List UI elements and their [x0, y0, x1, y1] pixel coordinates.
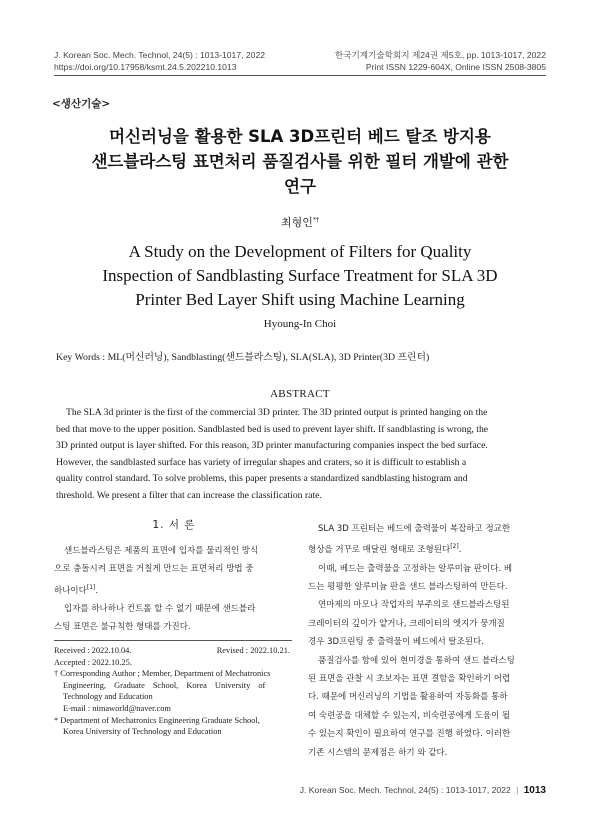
- title-ko-line3: 연구: [284, 177, 316, 196]
- body-line: 여 숙련공을 대체할 수 있는지, 비숙련공에게 도움이 될: [308, 710, 511, 721]
- section1-line: 스팅 표면은 불규칙한 형태를 가진다.: [54, 622, 191, 633]
- section1-body: [54, 542, 294, 637]
- journal-citation-ko: 한국기계기술학회지 제24권 제5호, pp. 1013-1017, 2022: [334, 50, 546, 60]
- body-line: 형상을 거꾸로 매달린 형태로 조형된다[2].: [308, 543, 462, 556]
- affiliation: * Department of Mechatronics Engineering Graduate School,: [54, 715, 260, 725]
- journal-citation: J. Korean Soc. Mech. Technol, 24(5) : 1013-1017, 2022: [54, 50, 265, 60]
- title-ko-line2: 샌드블라스팅 표면처리 품질검사를 위한 필터 개발에 관한: [91, 152, 509, 171]
- body-line: 드는 평평한 알루미늄 판을 샌드 블라스팅하여 만든다.: [308, 582, 508, 593]
- body-line: 크레이터의 깊이가 얕거나, 크레이터의 엣지가 뭉개질: [308, 618, 505, 629]
- section1-line: 으로 충돌시켜 표면을 거칠게 만드는 표면처리 방법 중: [54, 564, 254, 575]
- footnote-rule: [54, 640, 292, 641]
- body-line: 품질검사를 함에 있어 현미경을 통하여 샌드 블라스팅: [318, 655, 515, 666]
- title-ko-line1: 머신러닝을 활용한 SLA 3D프린터 베드 탈조 방지용: [109, 127, 491, 146]
- abstract-body: [56, 405, 546, 505]
- body-line: 기존 시스템의 문제점은 하기 와 같다.: [308, 747, 448, 758]
- section1-line: 입자를 하나하나 컨트롤 할 수 없기 때문에 샌드블라: [64, 604, 256, 615]
- footer-citation: J. Korean Soc. Mech. Technol, 24(5) : 1013-1017, 2022: [299, 785, 511, 795]
- abstract-line: The SLA 3d printer is the first of the commercial 3D printer. The 3D printed output is printed hanging on the: [66, 407, 488, 418]
- abstract-line: bed that move to the upper position. Sandblasted bed is used to prevent layer shift. If sandblasting is wrong, the: [56, 423, 489, 435]
- abstract-heading: ABSTRACT: [270, 388, 330, 400]
- section-tag: <생산기술>: [52, 98, 111, 110]
- corresponding-author-cont: Technology and Education: [63, 692, 153, 702]
- section1-heading: 1. 서 론: [152, 519, 196, 531]
- section1-line-last: 하나이다[1].: [54, 583, 99, 596]
- title-en-line2: Inspection of Sandblasting Surface Treatment for SLA 3D: [102, 266, 498, 285]
- section1-line: 샌드블라스팅은 제품의 표면에 입자를 물리적인 방식: [64, 546, 259, 556]
- abstract-line: threshold. We present a filter that can increase the classification rate.: [56, 489, 322, 501]
- body-line: 이때, 베드는 출력물을 고정하는 알루미늄 판이다. 베: [318, 563, 513, 574]
- page-number: 1013: [523, 785, 546, 796]
- abstract-line: quality control standard. To solve problems, this paper presents a standardized sandblasting histogram and: [56, 473, 468, 485]
- keywords: [56, 349, 429, 363]
- doi-link[interactable]: https://doi.org/10.17958/ksmt.24.5.202210.1013: [54, 62, 237, 72]
- keywords-label: Key Words :: [56, 352, 106, 363]
- email: E-mail : nimaworld@naver.com: [63, 703, 171, 713]
- body-line: 연마제의 마모나 작업자의 부주의로 샌드블라스팅된: [318, 600, 510, 611]
- body-line: 다. 때문에 머신러닝의 기법을 활용하여 자동화를 통하: [308, 692, 508, 703]
- body-line: 수 있는지 확인이 필요하여 연구를 진행 하였다. 이러한: [308, 729, 511, 740]
- accepted-date: Accepted : 2022.10.25.: [54, 657, 132, 667]
- page-footer: J. Korean Soc. Mech. Technol, 24(5) : 1013-1017, 2022 | 1013: [299, 785, 546, 796]
- revised-date: Revised : 2022.10.21.: [216, 646, 290, 655]
- header-rule: [54, 75, 546, 76]
- keywords-text: ML(머신러닝), Sandblasting(샌드블라스팅), SLA(SLA), 3D Printer(3D 프린터): [107, 352, 430, 363]
- affiliation-cont: Korea University of Technology and Education: [63, 727, 222, 737]
- abstract-line: 3D printed output is layer shifted. For this reason, 3D printer manufacturing companies inspect the bed surface.: [56, 440, 488, 452]
- abstract-line: However, the sandblasted surface has variety of irregular shapes and craters, so it is difficult to establish a: [56, 456, 467, 468]
- received-date: Received : 2022.10.04.: [54, 646, 132, 655]
- author-ko: [0, 214, 600, 230]
- body-line: SLA 3D 프린터는 베드에 출력물이 복잡하고 정교한: [318, 524, 511, 534]
- author-en: Hyoung-In Choi: [263, 318, 337, 330]
- title-en-line3: Printer Bed Layer Shift using Machine Learning: [135, 290, 465, 309]
- title-en-line1: A Study on the Development of Filters for Quality: [128, 242, 472, 261]
- issn: Print ISSN 1229-604X, Online ISSN 2508-3805: [365, 62, 546, 72]
- body-line: 경우 3D프린팅 중 출력물이 베드에서 탈조된다.: [308, 637, 484, 648]
- right-column-body: [308, 520, 548, 762]
- footnotes: [54, 645, 294, 738]
- body-line: 된 표면을 관찰 시 초보자는 표면 결함을 확인하기 어렵: [308, 674, 511, 685]
- corresponding-author-cont: Engineering, Graduate School, Korea University of: [63, 680, 266, 690]
- author-ko-name: 최형인: [281, 216, 313, 229]
- corresponding-author: † Corresponding Author ; Member, Department of Mechatronics: [54, 669, 271, 679]
- author-ko-mark: *†: [312, 216, 319, 224]
